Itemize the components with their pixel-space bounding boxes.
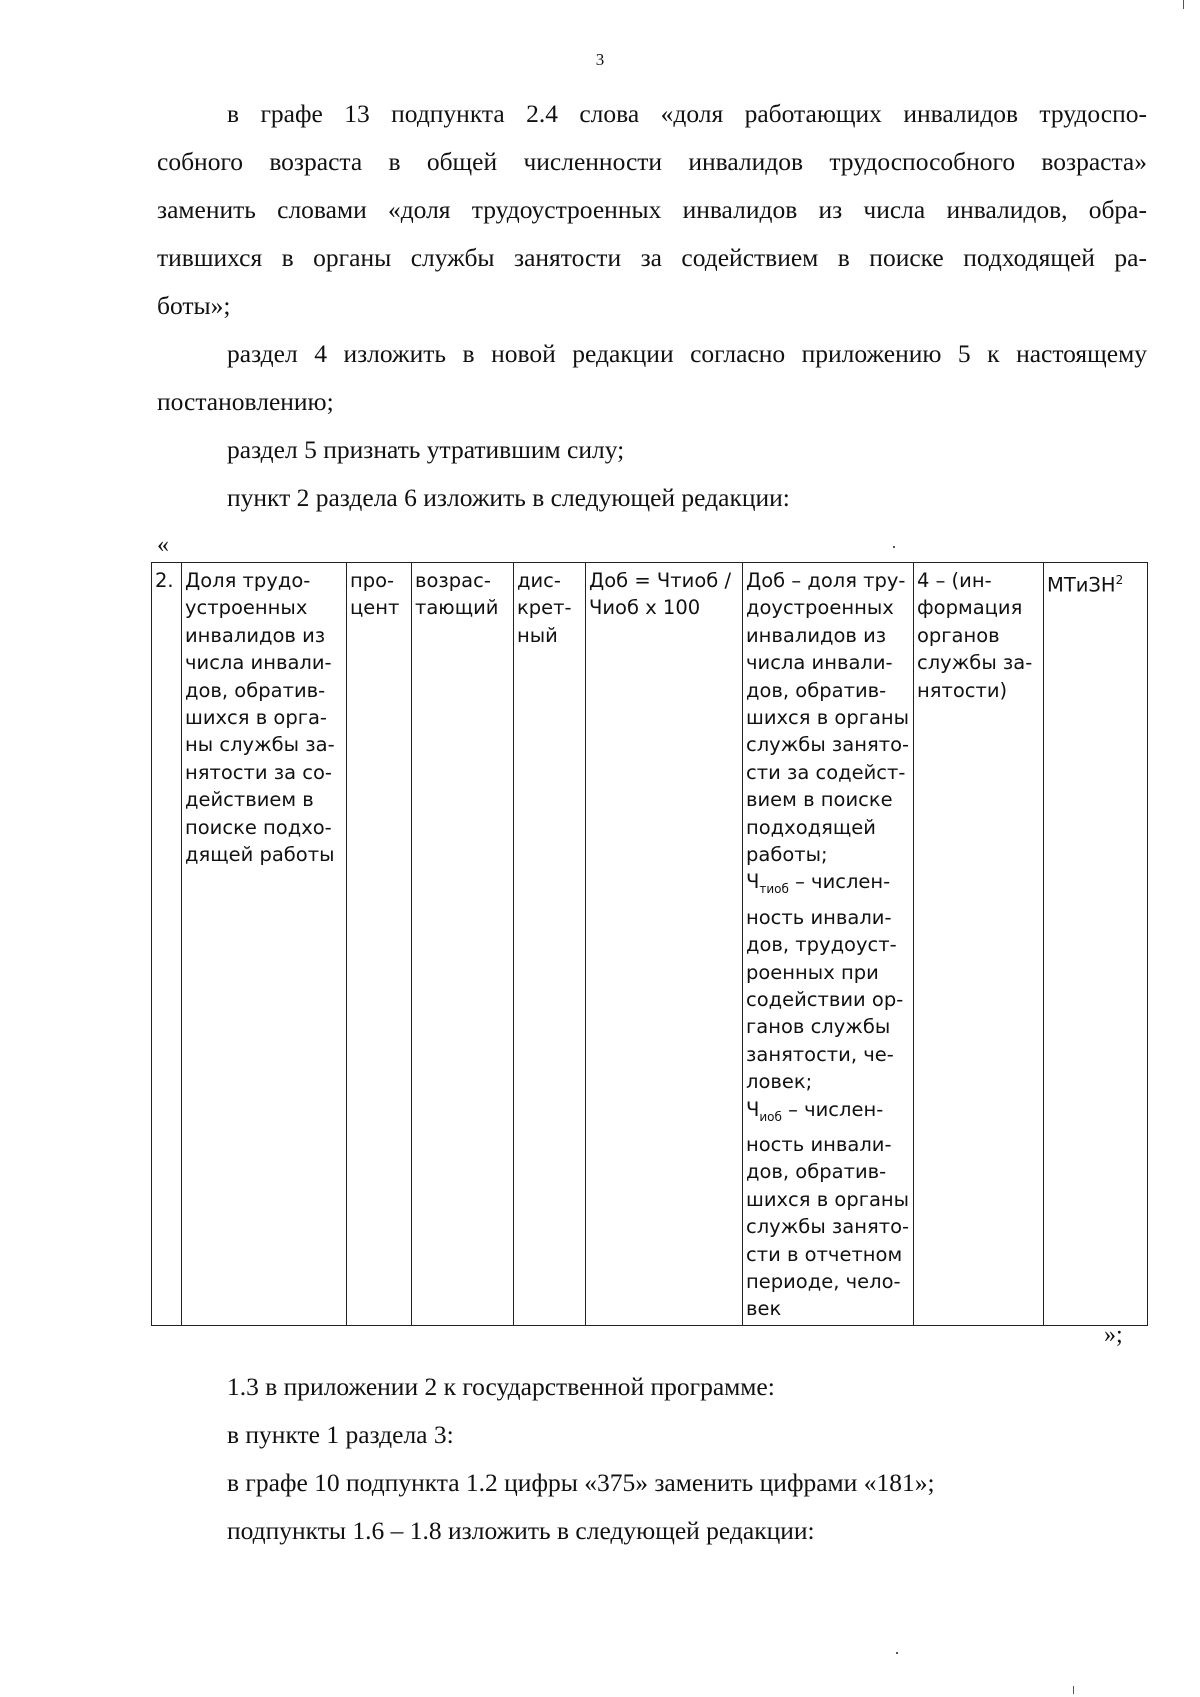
paragraph-line: в графе 10 подпункта 1.2 цифры «375» заменить цифрами «181»; [227,1468,935,1497]
paragraph-line: пункт 2 раздела 6 изложить в следующей редакции: [227,483,790,512]
scan-mark [1183,0,1184,9]
description-part: – числен- ность инвали- дов, обратив- шихся в органы службы занято- сти в отчетном периоде, чело- век [746,1097,910,1321]
description-part: Доб – доля тру- доустроенных инвалидов из числа инвали- дов, обратив- шихся в органы службы занято- сти за содейст- вием в поиске подходящей работы; [746,569,910,867]
paragraph-line: в графе 13 подпункта 2.4 слова «доля работающих инвалидов трудоспо- [227,99,1147,128]
scan-speck [896,1652,898,1654]
paragraph-line: постановлению; [157,387,334,416]
variable-letter: Ч [746,870,760,894]
bottom-text-block [157,1363,1147,1555]
variable-subscript: тиоб [759,882,789,897]
paragraph-line: подпункты 1.6 – 1.8 изложить в следующей редакции: [227,1516,815,1545]
cell-number: 2. [152,563,182,1326]
cell-formula: Доб = Чтиоб / Чиоб х 100 [586,563,743,1326]
cell-description [743,563,914,1326]
cell-responsible: МТиЗН$^2$ [1044,563,1148,1326]
footnote-mark: 2 [1115,573,1124,587]
cell-unit: про- цент [347,563,412,1326]
indicator-table [151,562,1148,1326]
description-part: – числен- ность инвали- дов, трудоуст- роенных при содействии ор- ганов службы занятости, че- ловек; [746,870,904,1094]
cell-source: 4 – (ин- формация органов службы за- нятости) [914,563,1044,1326]
paragraph-line: боты»; [157,291,231,320]
paragraph-line: раздел 5 признать утратившим силу; [227,435,625,464]
close-quote: »; [1104,1322,1123,1348]
paragraph-line: раздел 4 изложить в новой редакции согласно приложению 5 к настоящему [227,339,1147,368]
top-text-block [157,90,1147,522]
scan-speck [893,546,895,548]
variable-letter: Ч [746,1097,760,1121]
page-number: 3 [595,50,605,69]
paragraph-line: собного возраста в общей численности инвалидов трудоспособного возраста» [157,147,1147,176]
cell-periodicity: дис- крет- ный [514,563,586,1326]
paragraph-line: тившихся в органы службы занятости за содействием в поиске подходящей ра- [157,243,1147,272]
open-quote: « [157,532,169,558]
paragraph-line: в пункте 1 раздела 3: [227,1420,454,1449]
variable-subscript: иоб [759,1109,782,1124]
cell-indicator-name: Доля трудо- устроенных инвалидов из числа инвали- дов, обратив- шихся в орга- ны службы за- нятости за со- действием в поиске подхо- дящей работы [182,563,347,1326]
scan-mark [1073,1686,1074,1694]
paragraph-line: 1.3 в приложении 2 к государственной программе: [227,1372,775,1401]
table-row [152,563,1148,1326]
cell-type: возрас- тающий [412,563,514,1326]
paragraph-line: заменить словами «доля трудоустроенных инвалидов из числа инвалидов, обра- [157,195,1147,224]
